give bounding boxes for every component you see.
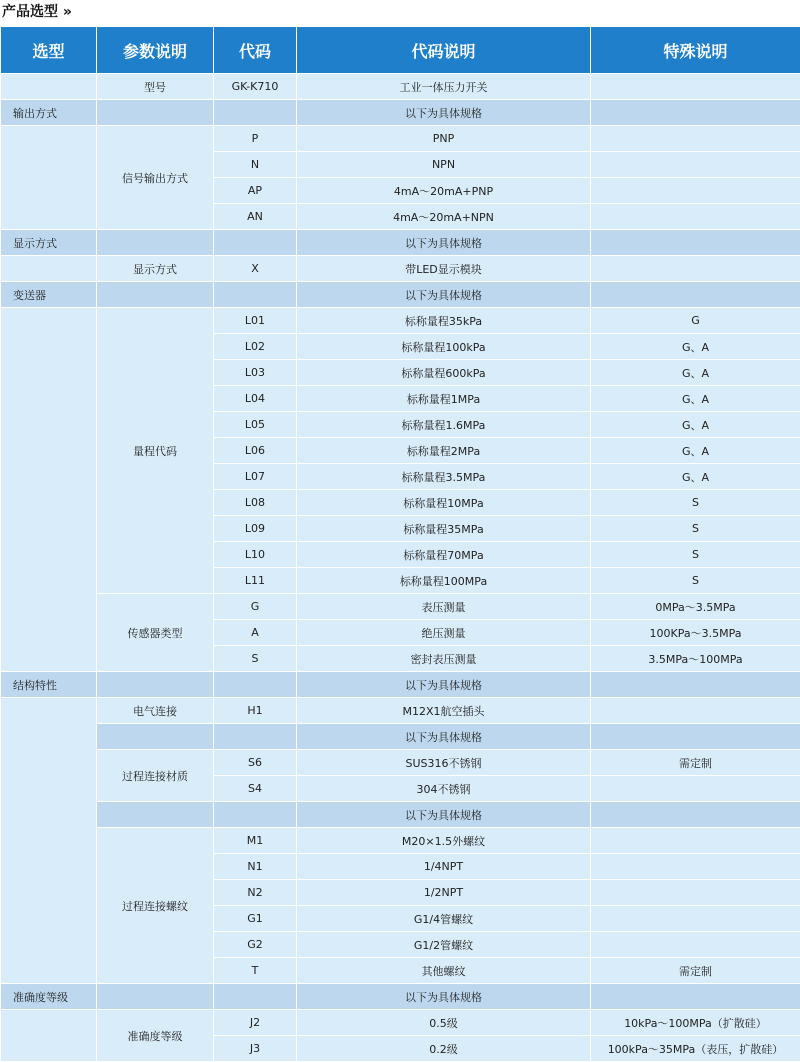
empty-cell [214,724,297,750]
code-cell: H1 [214,698,297,724]
code-cell: AP [214,178,297,204]
desc-cell: 标称量程2MPa [297,438,591,464]
desc-cell: G1/2管螺纹 [297,932,591,958]
spec-note: 以下为具体规格 [297,100,591,126]
code-cell: L11 [214,568,297,594]
desc-cell: SUS316不锈钢 [297,750,591,776]
special-cell: 10kPa～100MPa（扩散硅） [591,1010,800,1036]
col-header-code-desc: 代码说明 [297,27,591,74]
special-cell: G、A [591,438,800,464]
code-cell: S4 [214,776,297,802]
col-header-param: 参数说明 [97,27,214,74]
code-cell: J2 [214,1010,297,1036]
desc-cell: 标称量程70MPa [297,542,591,568]
empty-cell [591,802,800,828]
special-cell [591,152,800,178]
special-cell: G、A [591,386,800,412]
param-cell: 量程代码 [97,308,214,594]
code-cell: P [214,126,297,152]
desc-cell: 密封表压测量 [297,646,591,672]
col-header-code: 代码 [214,27,297,74]
empty-cell [1,256,97,282]
code-cell: M1 [214,828,297,854]
special-cell: S [591,542,800,568]
desc-cell: 绝压测量 [297,620,591,646]
empty-cell [591,282,800,308]
empty-cell [1,1010,97,1062]
special-cell: 100kPa～35MPa（表压，扩散硅） [591,1036,800,1062]
code-cell: L09 [214,516,297,542]
param-cell: 过程连接螺纹 [97,828,214,984]
special-cell [591,880,800,906]
table-row [1,594,800,620]
section-title: 变送器 [1,282,97,308]
desc-cell: 带LED显示模块 [297,256,591,282]
param-cell: 型号 [97,74,214,100]
special-cell [591,178,800,204]
spec-note: 以下为具体规格 [297,802,591,828]
code-cell: G2 [214,932,297,958]
empty-cell [1,126,97,230]
desc-cell: 标称量程1MPa [297,386,591,412]
empty-cell [591,230,800,256]
code-cell: L08 [214,490,297,516]
param-cell: 传感器类型 [97,594,214,672]
code-cell: L10 [214,542,297,568]
desc-cell: 其他螺纹 [297,958,591,984]
code-cell: L01 [214,308,297,334]
special-cell [591,256,800,282]
spec-note: 以下为具体规格 [297,672,591,698]
special-cell: G、A [591,360,800,386]
section-title: 显示方式 [1,230,97,256]
special-cell [591,126,800,152]
special-cell [591,698,800,724]
desc-cell: M12X1航空插头 [297,698,591,724]
code-cell: L07 [214,464,297,490]
empty-cell [591,984,800,1010]
code-cell: GK-K710 [214,74,297,100]
special-cell: S [591,516,800,542]
special-cell: 需定制 [591,958,800,984]
code-cell: S6 [214,750,297,776]
section-title: 准确度等级 [1,984,97,1010]
param-cell: 显示方式 [97,256,214,282]
special-cell [591,74,800,100]
empty-cell [1,308,97,672]
table-row [1,1010,800,1036]
empty-cell [97,984,214,1010]
param-cell: 电气连接 [97,698,214,724]
section-title: 结构特性 [1,672,97,698]
section-row [1,672,800,698]
desc-cell: 4mA～20mA+NPN [297,204,591,230]
special-cell: G、A [591,334,800,360]
page-title: 产品选型 » [2,4,72,20]
table-row [1,308,800,334]
table-row [1,74,800,100]
section-row [1,282,800,308]
section-row [1,984,800,1010]
empty-cell [591,100,800,126]
table-header-row [1,27,800,74]
spec-note: 以下为具体规格 [297,724,591,750]
code-cell: N [214,152,297,178]
table-row [1,698,800,724]
desc-cell: 标称量程600kPa [297,360,591,386]
code-cell: X [214,256,297,282]
desc-cell: 0.5级 [297,1010,591,1036]
code-cell: L06 [214,438,297,464]
special-cell [591,204,800,230]
desc-cell: M20×1.5外螺纹 [297,828,591,854]
code-cell: G [214,594,297,620]
desc-cell: 1/4NPT [297,854,591,880]
desc-cell: 0.2级 [297,1036,591,1062]
empty-cell [214,282,297,308]
special-cell [591,906,800,932]
empty-cell [97,282,214,308]
special-cell: 100KPa～3.5MPa [591,620,800,646]
spec-note: 以下为具体规格 [297,230,591,256]
col-header-selection: 选型 [1,27,97,74]
code-cell: L05 [214,412,297,438]
desc-cell: PNP [297,126,591,152]
desc-cell: G1/4管螺纹 [297,906,591,932]
special-cell: G、A [591,412,800,438]
empty-cell [97,802,214,828]
code-cell: L04 [214,386,297,412]
special-cell: S [591,568,800,594]
code-cell: AN [214,204,297,230]
desc-cell: 304不锈钢 [297,776,591,802]
empty-cell [214,230,297,256]
empty-cell [214,984,297,1010]
desc-cell: NPN [297,152,591,178]
code-cell: T [214,958,297,984]
table-row [1,750,800,776]
desc-cell: 表压测量 [297,594,591,620]
special-cell [591,932,800,958]
subsection-row [1,802,800,828]
special-cell: S [591,490,800,516]
desc-cell: 工业一体压力开关 [297,74,591,100]
param-cell: 准确度等级 [97,1010,214,1062]
empty-cell [97,230,214,256]
section-row [1,230,800,256]
empty-cell [1,74,97,100]
code-cell: N1 [214,854,297,880]
spec-note: 以下为具体规格 [297,282,591,308]
spec-note: 以下为具体规格 [297,984,591,1010]
empty-cell [97,672,214,698]
special-cell: G [591,308,800,334]
code-cell: L02 [214,334,297,360]
table-row [1,126,800,152]
table-row [1,828,800,854]
desc-cell: 标称量程35MPa [297,516,591,542]
special-cell: 0MPa～3.5MPa [591,594,800,620]
section-row [1,100,800,126]
col-header-special: 特殊说明 [591,27,800,74]
empty-cell [214,672,297,698]
code-cell: S [214,646,297,672]
desc-cell: 标称量程3.5MPa [297,464,591,490]
special-cell: 需定制 [591,750,800,776]
selection-table [0,26,800,1062]
code-cell: G1 [214,906,297,932]
code-cell: N2 [214,880,297,906]
desc-cell: 标称量程10MPa [297,490,591,516]
empty-cell [591,724,800,750]
empty-cell [214,100,297,126]
empty-cell [97,100,214,126]
code-cell: J3 [214,1036,297,1062]
desc-cell: 标称量程1.6MPa [297,412,591,438]
desc-cell: 4mA～20mA+PNP [297,178,591,204]
special-cell [591,776,800,802]
empty-cell [591,672,800,698]
code-cell: L03 [214,360,297,386]
code-cell: A [214,620,297,646]
special-cell [591,828,800,854]
empty-cell [1,698,97,984]
desc-cell: 标称量程35kPa [297,308,591,334]
empty-cell [214,802,297,828]
table-row [1,256,800,282]
param-cell: 过程连接材质 [97,750,214,802]
desc-cell: 标称量程100kPa [297,334,591,360]
special-cell: G、A [591,464,800,490]
section-title: 输出方式 [1,100,97,126]
desc-cell: 1/2NPT [297,880,591,906]
subsection-row [1,724,800,750]
special-cell [591,854,800,880]
desc-cell: 标称量程100MPa [297,568,591,594]
empty-cell [97,724,214,750]
special-cell: 3.5MPa～100MPa [591,646,800,672]
param-cell: 信号输出方式 [97,126,214,230]
